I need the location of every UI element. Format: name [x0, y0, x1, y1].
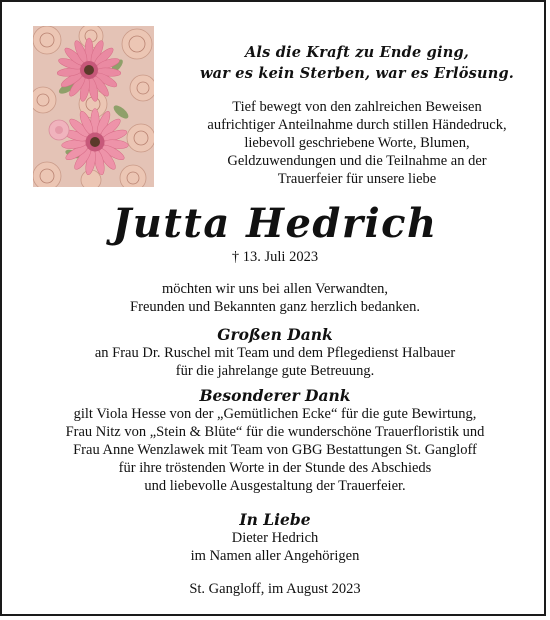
deceased-name: Jutta Hedrich: [112, 200, 438, 247]
signature-line: im Namen aller Angehörigen: [190, 548, 360, 564]
big-thanks-line: an Frau Dr. Ruschel mit Team und dem Pflegedienst Halbauer: [94, 345, 456, 361]
signature-text: [2, 529, 548, 565]
general-thanks-line: Freunden und Bekannten ganz herzlich bedanken.: [130, 299, 420, 315]
flower-bouquet-image: [33, 26, 154, 187]
motto-line-2: war es kein Sterben, war es Erlösung.: [199, 65, 515, 82]
intro-line: aufrichtiger Anteilnahme durch stillen Händedruck,: [207, 117, 507, 133]
special-thanks-line: für ihre tröstenden Worte in der Stunde des Abschieds: [118, 460, 432, 476]
special-thanks-heading: Besonderer Dank: [199, 386, 351, 405]
intro-line: Tief bewegt von den zahlreichen Beweisen: [232, 99, 482, 115]
signature-line: Dieter Hedrich: [231, 530, 319, 546]
special-thanks-line: Frau Anne Wenzlawek mit Team von GBG Bestattungen St. Gangloff: [73, 442, 477, 458]
intro-text: [162, 98, 550, 188]
flower-icon: [33, 26, 154, 187]
special-thanks-line: Frau Nitz von „Stein & Blüte“ für die wunderschöne Trauerfloristik und: [65, 424, 485, 440]
special-thanks-line: und liebevolle Ausgestaltung der Trauerfeier.: [144, 478, 406, 494]
place-date: St. Gangloff, im August 2023: [189, 581, 361, 597]
motto-line-1: Als die Kraft zu Ende ging,: [244, 44, 470, 61]
big-thanks-text: [2, 344, 548, 380]
death-date: † 13. Juli 2023: [231, 249, 319, 265]
general-thanks: [2, 280, 548, 316]
special-thanks-text: [2, 405, 548, 495]
motto: [162, 42, 550, 84]
signature-heading: In Liebe: [239, 510, 311, 529]
big-thanks-line: für die jahrelange gute Betreuung.: [175, 363, 375, 379]
intro-line: Trauerfeier für unsere liebe: [277, 171, 437, 187]
big-thanks-heading: Großen Dank: [217, 325, 333, 344]
general-thanks-line: möchten wir uns bei allen Verwandten,: [161, 281, 389, 297]
intro-line: Geldzuwendungen und die Teilnahme an der: [227, 153, 487, 169]
intro-line: liebevoll geschriebene Worte, Blumen,: [244, 135, 470, 151]
special-thanks-line: gilt Viola Hesse von der „Gemütlichen Ecke“ für die gute Bewirtung,: [73, 406, 477, 422]
